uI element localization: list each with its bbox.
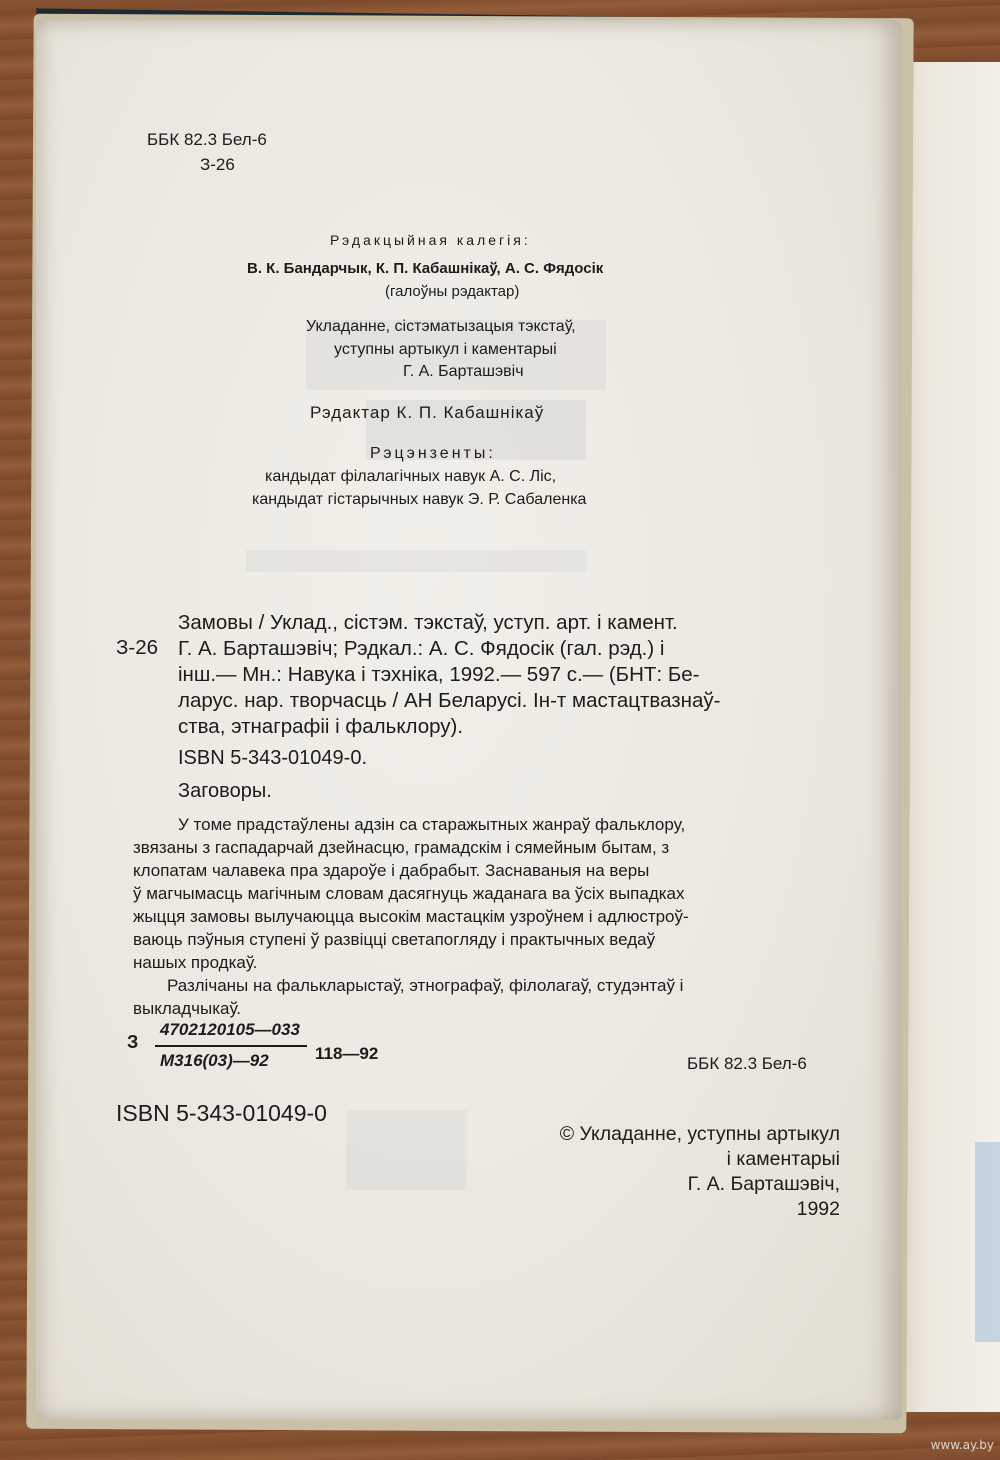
bib-line-2: Г. А. Барташэвіч; Рэдкал.: А. С. Фядосік (гал. рэд.) і — [178, 637, 665, 660]
annotation-line: У томе прадстаўлены адзін са старажытных жанраў фальклору, — [178, 815, 686, 834]
copyright-line: і каментарыі — [726, 1148, 840, 1170]
footer-isbn: ISBN 5-343-01049-0 — [116, 1100, 327, 1126]
show-through-block-3 — [246, 550, 586, 572]
annotation-line: звязаны з гаспадарчай дзейнасцю, грамадскім і сямейным бытам, з — [133, 838, 670, 857]
editorial-board-heading: Рэдакцыйная калегія: — [330, 232, 531, 248]
reviewers-heading: Рэцэнзенты: — [370, 445, 496, 462]
reviewer-line-1: кандыдат філалагічных навук А. С. Ліс, — [265, 468, 557, 485]
fraction-bar — [155, 1045, 307, 1047]
catalog-prefix: З — [127, 1032, 139, 1052]
annotation-paragraph-2 — [133, 974, 683, 1020]
catalog-denominator: М316(03)—92 — [160, 1051, 269, 1070]
annotation-line: выкладчыкаў. — [133, 999, 242, 1018]
reviewer-line-2: кандыдат гістарычных навук Э. Р. Сабаленка — [252, 491, 587, 508]
compilation-line-1: Укладанне, сістэматызацыя тэкстаў, — [306, 318, 576, 335]
book-code: З-26 — [200, 155, 235, 174]
annotation-line: Разлічаны на фалькларыстаў, этнографаў, філолагаў, студэнтаў і — [167, 976, 684, 995]
compilation-line-2: уступны артыкул і каментарыі — [334, 341, 557, 358]
catalog-bbk: ББК 82.3 Бел-6 — [687, 1054, 807, 1073]
bib-line-1: Замовы / Уклад., сістэм. тэкстаў, уступ. арт. і камент. — [178, 611, 678, 634]
copyright-line: Г. А. Барташэвіч, — [687, 1173, 840, 1195]
editorial-board-members: В. К. Бандарчык, К. П. Кабашнікаў, А. С. Фядосік — [247, 260, 604, 277]
editor-line: Рэдактар К. П. Кабашнікаў — [310, 403, 545, 422]
annotation-line: ў магчымасць магічным словам дасягнуць жаданага ва ўсіх выпадках — [133, 884, 685, 903]
annotation-line: ваюць пэўныя ступені ў развіцці светапогляду і практычных ведаў — [133, 930, 656, 949]
copyright-line: © Укладанне, уступны артыкул — [559, 1123, 840, 1145]
bib-index: З-26 — [116, 636, 159, 659]
catalog-suffix: 118—92 — [315, 1044, 379, 1063]
copyright-line: 1992 — [796, 1198, 840, 1220]
copyright-block — [505, 1122, 840, 1222]
annotation-line: клопатам чалавека пра здароўе і дабрабыт. Заснаваныя на веры — [133, 861, 650, 880]
show-through-block-4 — [346, 1110, 466, 1190]
compilation-line-3: Г. А. Барташэвіч — [403, 363, 524, 380]
bib-isbn: ISBN 5-343-01049-0. — [178, 747, 368, 769]
bbk-header: ББК 82.3 Бел-6 — [147, 130, 267, 149]
bib-line-3: інш.— Мн.: Навука і тэхніка, 1992.— 597 с.— (БНТ: Бе- — [178, 663, 700, 686]
bib-alt-title: Заговоры. — [178, 780, 272, 802]
adjacent-page-tint — [975, 1142, 1000, 1342]
site-watermark: www.ay.by — [930, 1438, 994, 1452]
bibliographic-record — [178, 610, 720, 740]
editorial-board-role: (галоўны рэдактар) — [385, 283, 520, 300]
catalog-numerator: 4702120105—033 — [160, 1020, 300, 1039]
bib-line-5: ства, этнаграфіі і фальклору). — [178, 715, 464, 738]
bib-line-4: ларус. нар. творчасць / АН Беларусі. Ін-т мастацтвазнаў- — [178, 689, 721, 712]
annotation-line: нашых продкаў. — [133, 953, 258, 972]
annotation-paragraph-1 — [133, 813, 689, 974]
annotation-line: жыцця замовы вылучаюцца высокім мастацкім узроўнем і адлюстроў- — [133, 907, 689, 926]
